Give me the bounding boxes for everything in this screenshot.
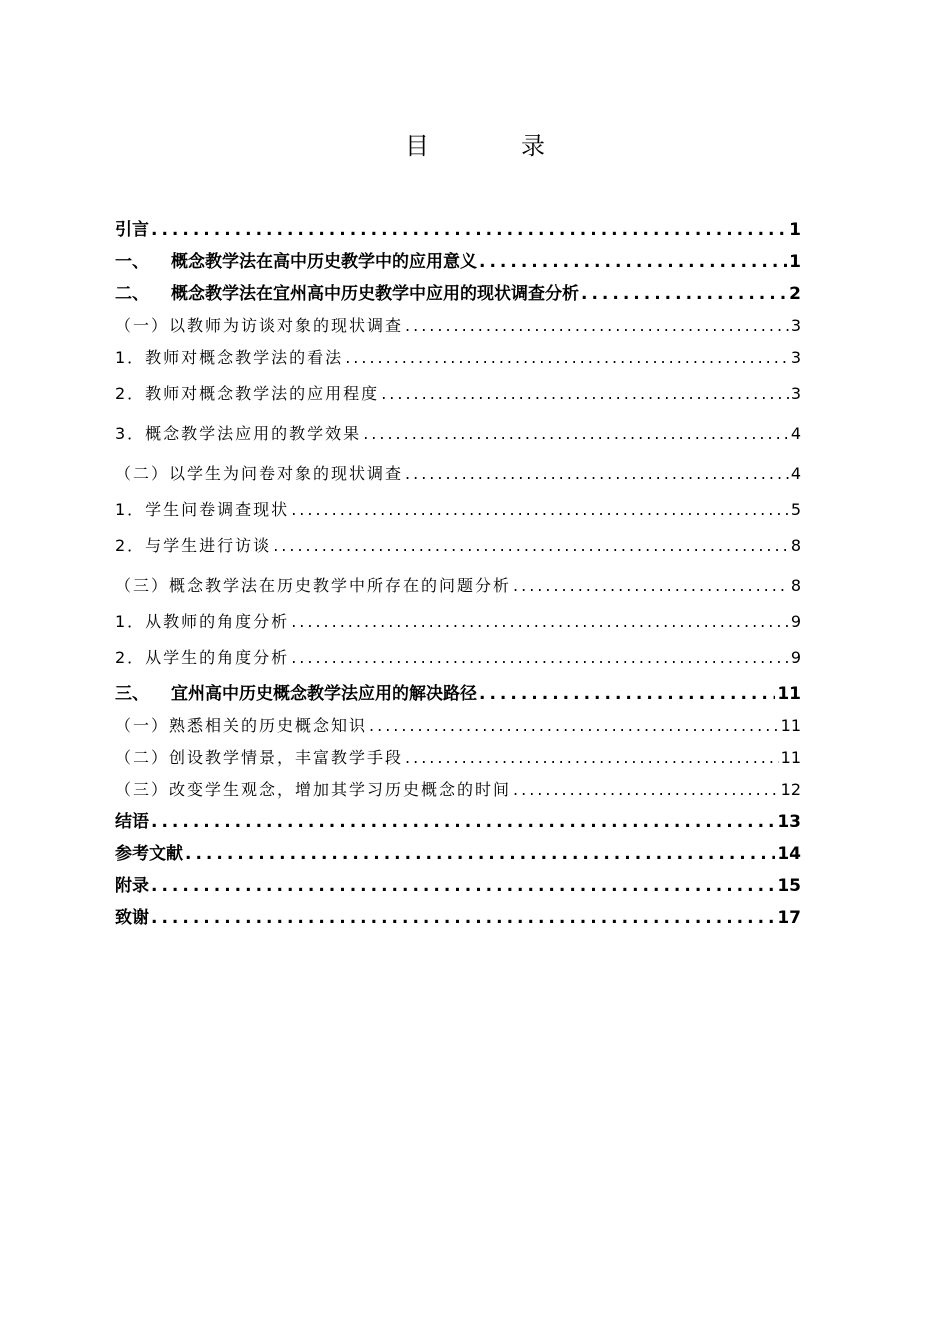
toc-page-number: 17: [777, 908, 801, 928]
toc-page-number: 1: [789, 252, 801, 272]
toc-entry-text: 2．教师对概念教学法的应用程度: [115, 384, 380, 403]
toc-entry-text: 2．从学生的角度分析: [115, 648, 290, 667]
toc-page-number: 9: [790, 612, 801, 631]
toc-dot-leader: [581, 278, 787, 310]
toc-entry-text: 1．学生问卷调查现状: [115, 500, 290, 519]
toc-entry[interactable]: [115, 342, 801, 374]
toc-entry[interactable]: [115, 606, 801, 638]
toc-title: 目 录: [405, 132, 579, 160]
toc-entry[interactable]: [115, 638, 801, 678]
toc-entry-label: [115, 310, 403, 342]
toc-entry-label: [115, 414, 361, 454]
toc-entry-text: 宜州高中历史概念教学法应用的解决路径: [171, 684, 477, 704]
toc-entry-text: 1．教师对概念教学法的看法: [115, 348, 344, 367]
toc-entry[interactable]: [115, 246, 801, 278]
toc-entry-label: [115, 870, 149, 902]
toc-entry-label: [115, 454, 403, 494]
toc-dot-leader: [405, 310, 789, 342]
toc-entry[interactable]: [115, 710, 801, 742]
toc-entry-text: 附录: [115, 876, 149, 896]
toc-dot-leader: [381, 374, 789, 414]
toc-entry-label: [115, 214, 149, 246]
toc-page-number: 13: [777, 812, 801, 832]
toc-entry[interactable]: [115, 774, 801, 806]
toc-dot-leader: [513, 566, 789, 606]
toc-entry-text: （三）改变学生观念，增加其学习历史概念的时间: [115, 780, 512, 799]
toc-dot-leader: [273, 526, 789, 566]
toc-entry[interactable]: [115, 526, 801, 566]
toc-entry-label: [115, 526, 271, 566]
toc-entry-label: [115, 710, 367, 742]
toc-dot-leader: [369, 710, 779, 742]
toc-entry[interactable]: [115, 374, 801, 414]
toc-dot-leader: [479, 246, 787, 278]
toc-dot-leader: [291, 638, 789, 678]
toc-entry[interactable]: [115, 742, 801, 774]
toc-entry-text: （一）熟悉相关的历史概念知识: [115, 716, 368, 735]
toc-page-number: 15: [777, 876, 801, 896]
toc-entry-label: [115, 342, 343, 374]
toc-entry[interactable]: [115, 870, 801, 902]
toc-page-number: 9: [790, 648, 801, 667]
toc-entry-text: 参考文献: [115, 844, 183, 864]
toc-entry-text: （二）创设教学情景，丰富教学手段: [115, 748, 404, 767]
toc-page-number: 12: [780, 780, 801, 799]
toc-page-number: 5: [790, 500, 801, 519]
toc-entry-text: 概念教学法在宜州高中历史教学中应用的现状调查分析: [171, 284, 579, 304]
toc-page-number: 4: [790, 464, 801, 483]
toc-entry-label: [115, 606, 289, 638]
toc-page-number: 1: [789, 220, 801, 240]
toc-entry-label: [115, 246, 477, 278]
toc-entry-label: [115, 278, 579, 310]
toc-dot-leader: [345, 342, 789, 374]
toc-page-number: 8: [790, 576, 801, 595]
toc-entry-text: （三）概念教学法在历史教学中所存在的问题分析: [115, 576, 512, 595]
table-of-contents: [115, 214, 801, 934]
toc-dot-leader: [185, 838, 775, 870]
toc-dot-leader: [479, 678, 775, 710]
toc-dot-leader: [151, 214, 787, 246]
toc-page-number: 4: [790, 424, 801, 443]
toc-entry[interactable]: [115, 414, 801, 454]
toc-entry-text: 概念教学法在高中历史教学中的应用意义: [171, 252, 477, 272]
toc-dot-leader: [151, 806, 775, 838]
toc-entry-label: [115, 494, 289, 526]
toc-page-number: 14: [777, 844, 801, 864]
toc-entry-number: 三、: [115, 684, 149, 704]
toc-page-number: 3: [790, 384, 801, 403]
toc-entry[interactable]: [115, 454, 801, 494]
toc-dot-leader: [513, 774, 779, 806]
toc-page-number: 11: [780, 716, 801, 735]
toc-entry-label: [115, 902, 149, 934]
toc-page-number: 3: [790, 316, 801, 335]
toc-entry[interactable]: [115, 310, 801, 342]
toc-entry-label: [115, 806, 149, 838]
toc-page-number: 11: [777, 684, 801, 704]
toc-entry-label: [115, 678, 477, 710]
toc-entry-text: 引言: [115, 220, 149, 240]
toc-entry-label: [115, 566, 511, 606]
toc-entry[interactable]: [115, 278, 801, 310]
toc-entry[interactable]: [115, 806, 801, 838]
toc-entry[interactable]: [115, 838, 801, 870]
toc-dot-leader: [405, 742, 779, 774]
toc-entry[interactable]: [115, 902, 801, 934]
toc-entry-label: [115, 374, 379, 414]
toc-page-number: 11: [780, 748, 801, 767]
toc-entry-label: [115, 742, 403, 774]
toc-entry[interactable]: [115, 678, 801, 710]
toc-entry[interactable]: [115, 566, 801, 606]
toc-entry-text: （一）以教师为访谈对象的现状调查: [115, 316, 404, 335]
toc-page-number: 2: [789, 284, 801, 304]
toc-page-number: 8: [790, 536, 801, 555]
toc-entry-text: 结语: [115, 812, 149, 832]
toc-entry-number: 二、: [115, 284, 149, 304]
toc-entry-text: 2．与学生进行访谈: [115, 536, 272, 555]
toc-entry-number: 一、: [115, 252, 149, 272]
toc-entry-text: 3．概念教学法应用的教学效果: [115, 424, 362, 443]
toc-entry-text: （二）以学生为问卷对象的现状调查: [115, 464, 404, 483]
toc-entry[interactable]: [115, 494, 801, 526]
toc-entry-label: [115, 838, 183, 870]
toc-entry-text: 1．从教师的角度分析: [115, 612, 290, 631]
toc-dot-leader: [291, 606, 789, 638]
toc-entry[interactable]: [115, 214, 801, 246]
toc-dot-leader: [151, 870, 775, 902]
toc-dot-leader: [291, 494, 789, 526]
toc-entry-text: 致谢: [115, 908, 149, 928]
toc-dot-leader: [363, 414, 789, 454]
toc-entry-label: [115, 638, 289, 678]
toc-entry-label: [115, 774, 511, 806]
toc-dot-leader: [405, 454, 789, 494]
toc-dot-leader: [151, 902, 775, 934]
toc-page-number: 3: [790, 348, 801, 367]
